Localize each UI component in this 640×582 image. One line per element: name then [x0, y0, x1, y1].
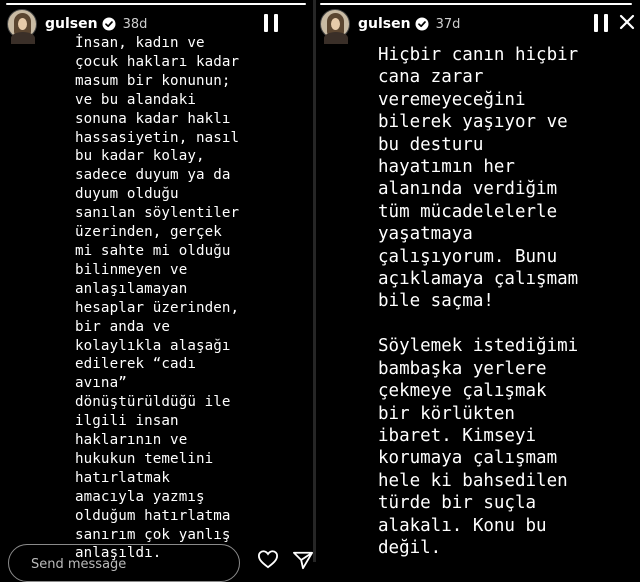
pause-icon: [264, 14, 278, 32]
pause-button[interactable]: [594, 14, 608, 32]
heart-icon[interactable]: [257, 549, 279, 569]
story-progress-bar: [6, 3, 306, 5]
pause-icon: [594, 14, 608, 32]
story-text: İnsan, kadın ve çocuk hakları kadar masum bir konunun; ve bu alandaki sonuna kadar haklı hassasiyetin, nasıl bu kadar kolay, sadece duyum ya da duyum olduğu sanılan söylentiler üzerinden, gerçek mi sahte mi olduğu bilinmeyen ve anlaşılamayan hesaplar üzerinden, bir anda ve kolaylıkla alaşağı edilerek “cadı avına” dönüştürüldüğü ile ilgili insan haklarının ve hukukun temelini hatırlatmak amacıyla yazmış olduğum hatırlatma sanırım çok yanlış anlaşıldı.: [75, 35, 240, 562]
reply-input[interactable]: [8, 544, 240, 582]
story-progress-bar: [320, 3, 632, 5]
verified-badge-icon: [102, 17, 116, 31]
close-button[interactable]: [618, 13, 636, 35]
right-story-panel[interactable]: [316, 0, 640, 562]
username[interactable]: gulsen: [45, 16, 98, 32]
pause-button[interactable]: [264, 14, 278, 32]
username[interactable]: gulsen: [358, 16, 411, 32]
story-timestamp: 37d: [435, 16, 461, 32]
close-icon: [618, 13, 636, 31]
avatar[interactable]: [320, 9, 350, 39]
avatar[interactable]: [7, 9, 37, 39]
story-header: [320, 8, 460, 40]
reply-placeholder: Send message: [31, 557, 127, 572]
verified-badge-icon: [415, 17, 429, 31]
story-text: Hiçbir canın hiçbir cana zarar veremeyeceğini bilerek yaşıyor ve bu desturu hayatımın her alanında verdiğim tüm mücadelelerle yaşatmaya çalışıyorum. Bunu açıklamaya çalışmam bile saçma! Söylemek istediğimi bambaşka yerlere çekmeye çalışmak bir körlükten ibaret. Kimseyi korumaya çalışmam hele ki bahsedilen türde bir suçla alakalı. Konu bu değil.: [378, 45, 579, 558]
story-timestamp: 38d: [122, 16, 148, 32]
send-icon[interactable]: [292, 550, 314, 570]
left-story-panel[interactable]: [0, 0, 313, 572]
